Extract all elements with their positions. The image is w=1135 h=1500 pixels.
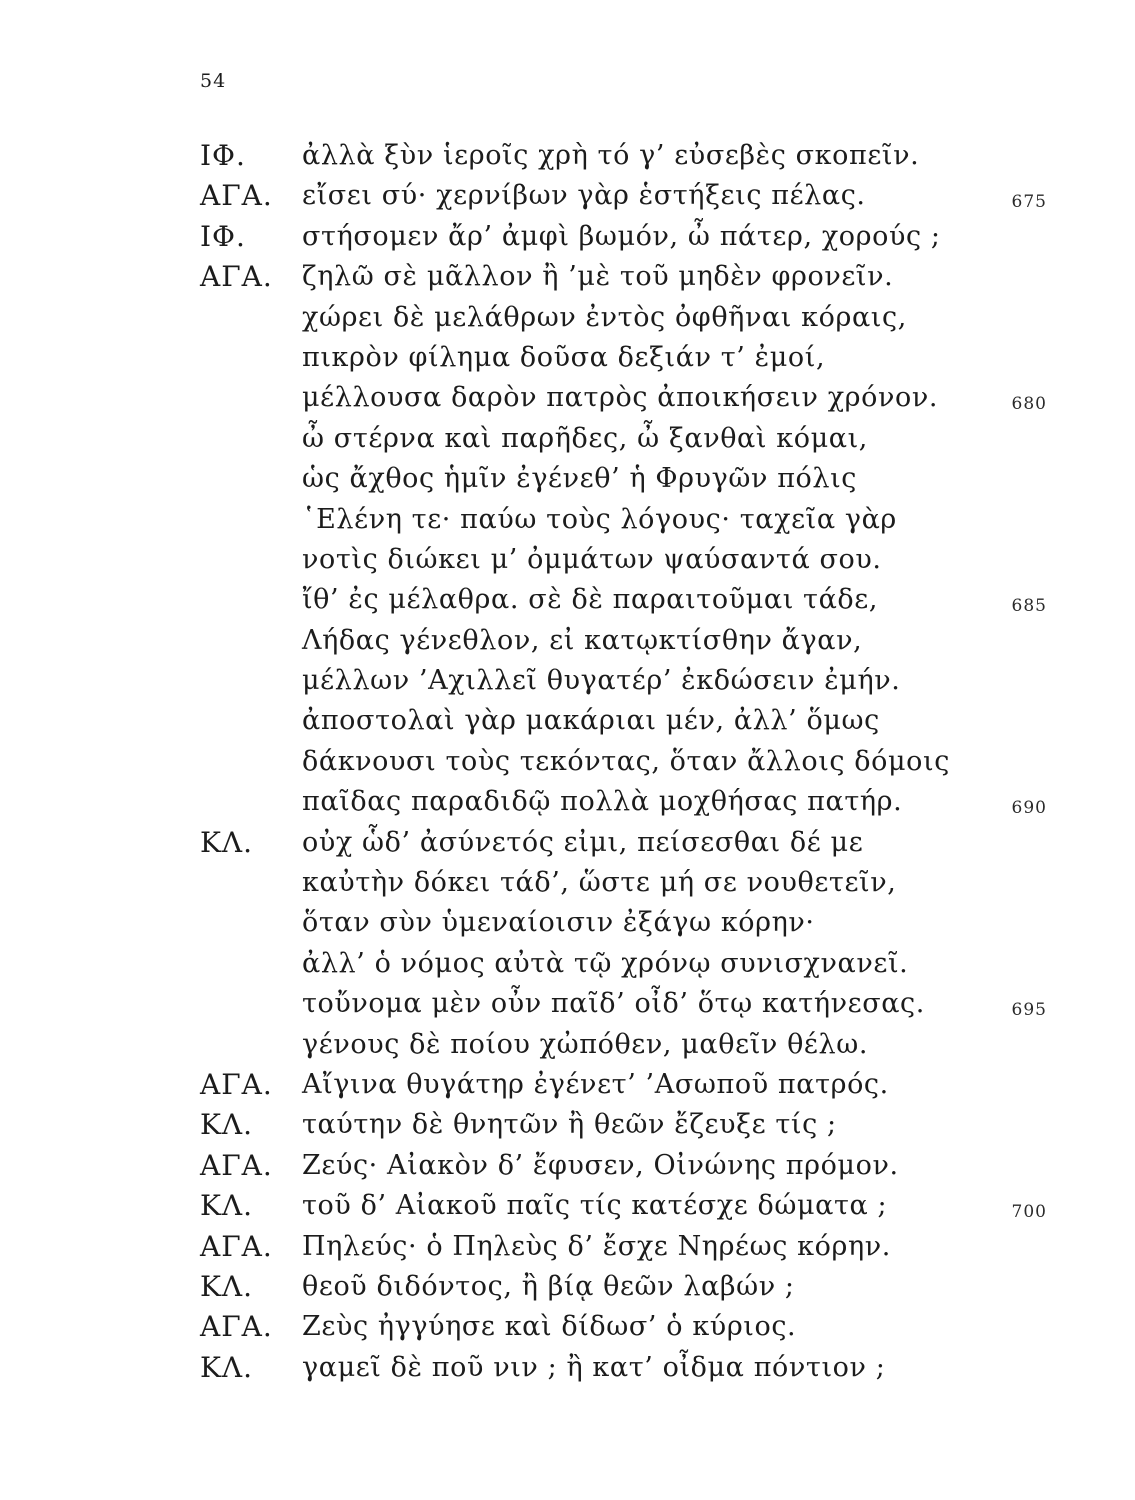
- verse-line: [0, 1307, 1135, 1347]
- line-number: 700: [1011, 1202, 1047, 1223]
- verse-text: γένους δὲ ποίου χὠπόθεν, μαθεῖν θέλω.: [302, 1028, 869, 1060]
- verse-text: ὡς ἄχθος ἡμῖν ἐγένεθ’ ἡ Φρυγῶν πόλις: [302, 463, 858, 495]
- verse-line: [0, 459, 1135, 499]
- verse-line: [0, 580, 1135, 620]
- verse-text: Ζεὺς ἠγγύησε καὶ δίδωσ’ ὁ κύριος.: [302, 1311, 797, 1343]
- verse-line: [0, 661, 1135, 701]
- verse-line: [0, 136, 1135, 176]
- verse-line: [0, 621, 1135, 661]
- line-number: 685: [1011, 596, 1047, 617]
- line-number: 675: [1011, 192, 1047, 213]
- verse-line: [0, 338, 1135, 378]
- verse-line: [0, 1065, 1135, 1105]
- verse-line: [0, 1227, 1135, 1267]
- verse-line: [0, 1186, 1135, 1226]
- speaker-label: ΚΛ.: [200, 1189, 254, 1223]
- verse-line: [0, 742, 1135, 782]
- verse-line: [0, 903, 1135, 943]
- speaker-label: ΚΛ.: [200, 1269, 254, 1303]
- verse-text: πικρὸν φίλημα δοῦσα δεξιάν τ’ ἐμοί,: [302, 341, 826, 373]
- line-number: 690: [1011, 798, 1047, 819]
- verse-line: [0, 782, 1135, 822]
- verse-text: θεοῦ διδόντος, ἢ βίᾳ θεῶν λαβών ;: [302, 1270, 795, 1302]
- verse-text: ταύτην δὲ θνητῶν ἢ θεῶν ἔζευξε τίς ;: [302, 1109, 837, 1141]
- verse-text: εἴσει σύ· χερνίβων γὰρ ἑστήξεις πέλας.: [302, 180, 866, 212]
- speaker-label: ΑΓΑ.: [200, 260, 273, 294]
- verse-text: στήσομεν ἄρ’ ἀμφὶ βωμόν, ὦ πάτερ, χορούς ;: [302, 220, 941, 252]
- verse-line: [0, 540, 1135, 580]
- verse-text: μέλλων ’Αχιλλεῖ θυγατέρ’ ἐκδώσειν ἐμήν.: [302, 665, 901, 697]
- page-number: 54: [200, 70, 227, 92]
- verse-line: [0, 944, 1135, 984]
- verse-line: [0, 984, 1135, 1024]
- verse-text: Λήδας γένεθλον, εἰ κατῳκτίσθην ἄγαν,: [302, 624, 863, 656]
- verse-text: ζηλῶ σὲ μᾶλλον ἢ ’μὲ τοῦ μηδὲν φρονεῖν.: [302, 261, 894, 293]
- verse-line: [0, 378, 1135, 418]
- speaker-label: ΙΦ.: [200, 139, 246, 172]
- verse-text: ὦ στέρνα καὶ παρῆδες, ὦ ξανθαὶ κόμαι,: [302, 422, 868, 454]
- speaker-label: ΑΓΑ.: [200, 179, 273, 213]
- verse-line: [0, 500, 1135, 540]
- verse-text: τοὔνομα μὲν οὖν παῖδ’ οἶδ’ ὅτῳ κατήνεσας.: [302, 988, 925, 1020]
- verse-line: [0, 419, 1135, 459]
- verse-line: [0, 1025, 1135, 1065]
- verse-line: [0, 1105, 1135, 1145]
- verse-text: δάκνουσι τοὺς τεκόντας, ὅταν ἄλλοις δόμοις: [302, 745, 950, 777]
- verse-text: χώρει δὲ μελάθρων ἐντὸς ὀφθῆναι κόραις,: [302, 301, 907, 333]
- verse-text: οὐχ ὧδ’ ἀσύνετός εἰμι, πείσεσθαι δέ με: [302, 826, 864, 858]
- verse-text: νοτὶς διώκει μ’ ὀμμάτων ψαύσαντά σου.: [302, 543, 882, 575]
- verse-text: τοῦ δ’ Αἰακοῦ παῖς τίς κατέσχε δώματα ;: [302, 1190, 888, 1222]
- verse-line: [0, 701, 1135, 741]
- verse-line: [0, 1267, 1135, 1307]
- verse-text: παῖδας παραδιδῷ πολλὰ μοχθήσας πατήρ.: [302, 786, 903, 818]
- verse-line: [0, 257, 1135, 297]
- speaker-label: ΑΓΑ.: [200, 1148, 273, 1182]
- verse-text: καὐτὴν δόκει τάδ’, ὥστε μή σε νουθετεῖν,: [302, 867, 897, 899]
- verse-line: [0, 1146, 1135, 1186]
- verse-text: ἀλλ’ ὁ νόμος αὐτὰ τῷ χρόνῳ συνισχνανεῖ.: [302, 947, 909, 979]
- speaker-label: ΑΓΑ.: [200, 1310, 273, 1344]
- speaker-label: ΚΛ.: [200, 1350, 254, 1384]
- verse-line: [0, 1348, 1135, 1388]
- speaker-label: ΚΛ.: [200, 825, 254, 859]
- verse-lines: [0, 136, 1135, 1388]
- speaker-label: ΚΛ.: [200, 1108, 254, 1142]
- verse-text: Αἴγινα θυγάτηρ ἐγένετ’ ’Ασωποῦ πατρός.: [302, 1068, 889, 1100]
- verse-text: ὅταν σὺν ὑμεναίοισιν ἐξάγω κόρην·: [302, 907, 815, 939]
- speaker-label: ΙΦ.: [200, 219, 246, 253]
- speaker-label: ΑΓΑ.: [200, 1067, 273, 1101]
- line-number: 695: [1011, 1000, 1047, 1021]
- verse-line: [0, 863, 1135, 903]
- verse-line: [0, 823, 1135, 863]
- verse-line: [0, 176, 1135, 216]
- verse-text: ῾Ελένη τε· παύω τοὺς λόγους· ταχεῖα γὰρ: [302, 503, 897, 535]
- verse-line: [0, 217, 1135, 257]
- verse-text: ἀποστολαὶ γὰρ μακάριαι μέν, ἀλλ’ ὅμως: [302, 705, 880, 737]
- verse-text: Πηλεύς· ὁ Πηλεὺς δ’ ἔσχε Νηρέως κόρην.: [302, 1230, 891, 1262]
- verse-line: [0, 298, 1135, 338]
- verse-text: ἀλλὰ ξὺν ἱεροῖς χρὴ τό γ’ εὐσεβὲς σκοπεῖν.: [302, 140, 920, 171]
- verse-text: γαμεῖ δὲ ποῦ νιν ; ἢ κατ’ οἶδμα πόντιον ;: [302, 1351, 886, 1383]
- verse-text: ἴθ’ ἐς μέλαθρα. σὲ δὲ παραιτοῦμαι τάδε,: [302, 584, 879, 616]
- line-number: 680: [1011, 394, 1047, 415]
- verse-text: μέλλουσα δαρὸν πατρὸς ἀποικήσειν χρόνον.: [302, 382, 939, 414]
- speaker-label: ΑΓΑ.: [200, 1229, 273, 1263]
- verse-text: Ζεύς· Αἰακὸν δ’ ἔφυσεν, Οἰνώνης πρόμον.: [302, 1149, 899, 1181]
